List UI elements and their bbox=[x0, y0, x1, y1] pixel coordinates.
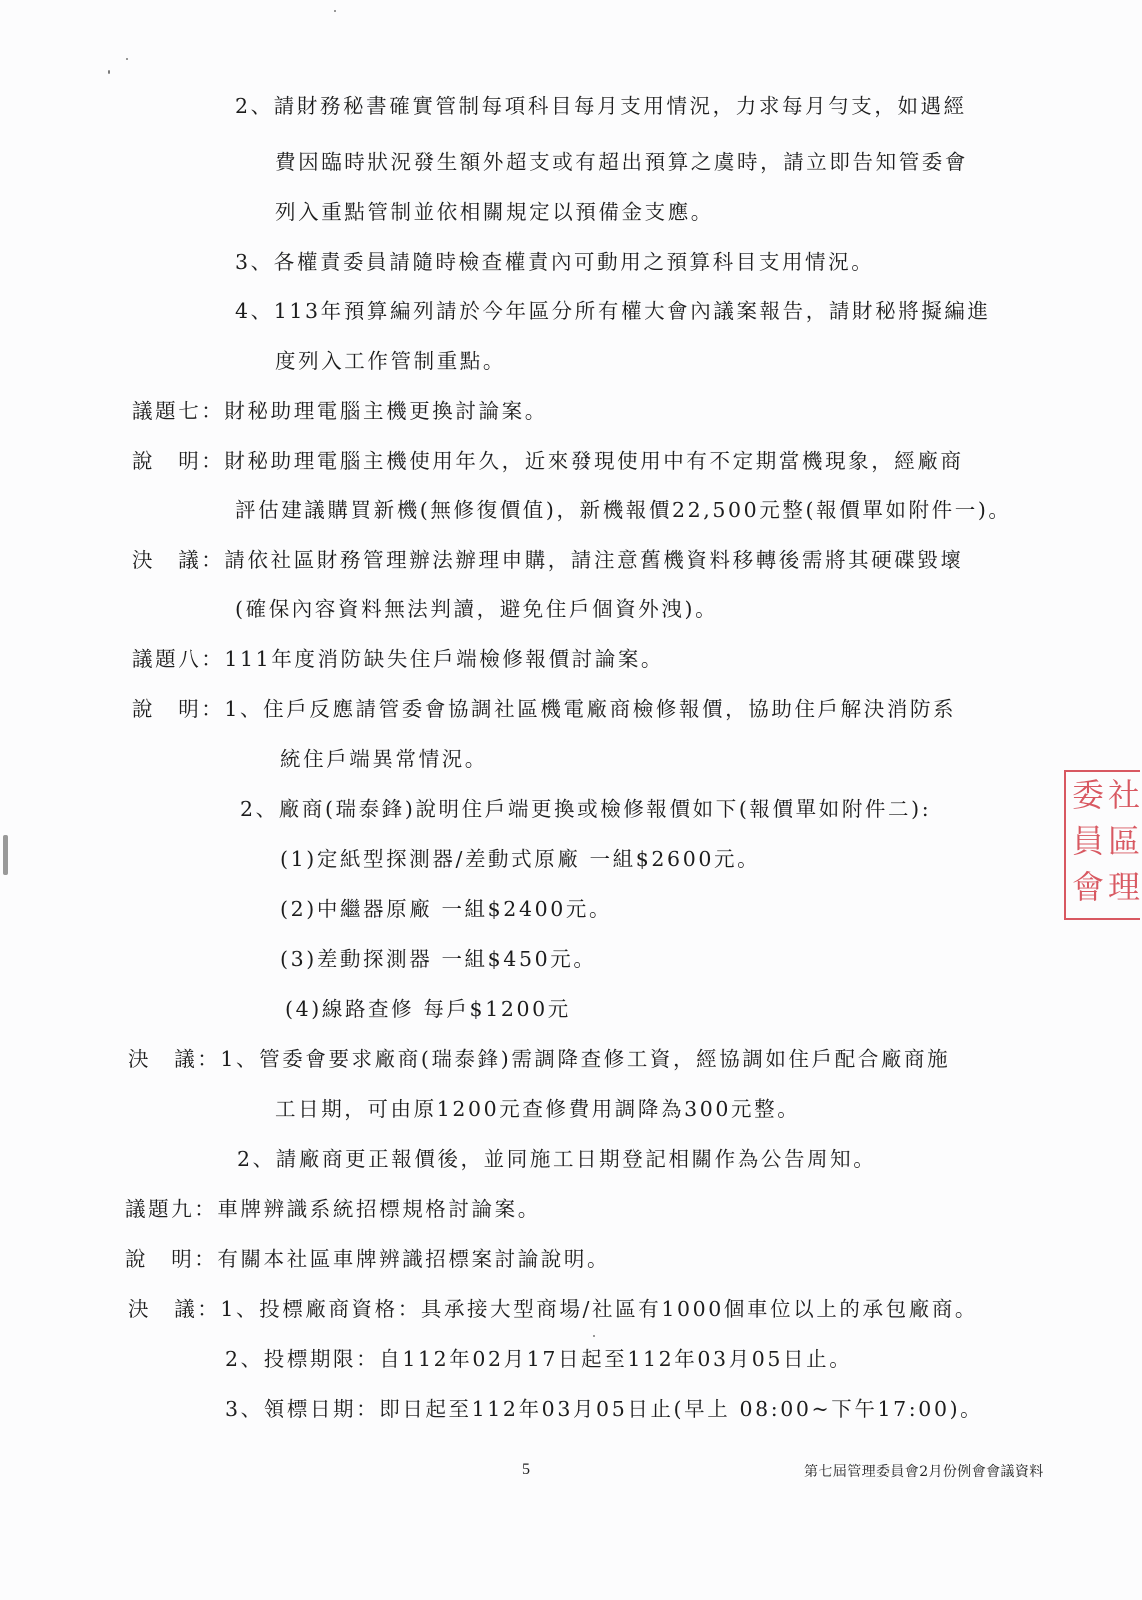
agenda-heading: 議題七：財秘助理電腦主機更換討論案。 bbox=[132, 399, 548, 423]
text-line: 2、請廠商更正報價後，並同施工日期登記相關作為公告周知。 bbox=[237, 1147, 877, 1171]
seal-char: 理 bbox=[1108, 868, 1141, 906]
footer-title: 第七屆管理委員會2月份例會會議資料 bbox=[804, 1464, 1044, 1480]
agenda-heading: 議題八：111年度消防缺失住戶端檢修報價討論案。 bbox=[132, 647, 665, 671]
text-line: 決 議：請依社區財務管理辦法辦理申購，請注意舊機資料移轉後需將其硬碟毀壞 bbox=[132, 548, 964, 572]
text-line: 決 議：1、投標廠商資格：具承接大型商場/社區有1000個車位以上的承包廠商。 bbox=[128, 1297, 979, 1321]
text-line: 列入重點管制並依相關規定以預備金支應。 bbox=[275, 200, 714, 224]
text-line: 2、投標期限：自112年02月17日起至112年03月05日止。 bbox=[225, 1347, 853, 1371]
text-line: (3)差動探測器 一組$450元。 bbox=[280, 947, 597, 971]
text-line: 統住戶端異常情況。 bbox=[280, 747, 488, 771]
committee-seal bbox=[1064, 770, 1140, 920]
text-line: 2、請財務秘書確實管制每項科目每月支用情況，力求每月勻支，如遇經 bbox=[235, 94, 967, 118]
text-line: 費因臨時狀況發生額外超支或有超出預算之虞時，請立即告知管委會 bbox=[275, 150, 968, 174]
text-line: 說 明：1、住戶反應請管委會協調社區機電廠商檢修報價，協助住戶解決消防系 bbox=[132, 697, 957, 721]
seal-char: 會 bbox=[1072, 868, 1105, 906]
text-line: (4)線路查修 每戶$1200元 bbox=[285, 997, 571, 1021]
text-line: 3、領標日期：即日起至112年03月05日止(早上 08:00~下午17:00)。 bbox=[225, 1397, 984, 1421]
text-line: 評估建議購買新機(無修復價值)，新機報價22,500元整(報價單如附件一)。 bbox=[235, 498, 1012, 522]
seal-char: 委 bbox=[1072, 776, 1105, 814]
seal-char: 員 bbox=[1072, 822, 1105, 860]
text-line: (2)中繼器原廠 一組$2400元。 bbox=[280, 897, 613, 921]
scan-speck bbox=[126, 58, 128, 60]
text-line: 工日期，可由原1200元查修費用調降為300元整。 bbox=[275, 1097, 801, 1121]
agenda-heading: 議題九：車牌辨識系統招標規格討論案。 bbox=[125, 1197, 541, 1221]
scan-speck bbox=[593, 1335, 595, 1337]
text-line: 3、各權責委員請隨時檢查權責內可動用之預算科目支用情況。 bbox=[235, 250, 875, 274]
text-line: (1)定紙型探測器/差動式原廠 一組$2600元。 bbox=[280, 847, 761, 871]
text-line: 說 明：財秘助理電腦主機使用年久，近來發現使用中有不定期當機現象，經廠商 bbox=[132, 449, 964, 473]
page-number: 5 bbox=[522, 1461, 530, 1478]
text-line: 4、113年預算編列請於今年區分所有權大會內議案報告，請財秘將擬編進 bbox=[235, 299, 991, 323]
seal-char: 社 bbox=[1108, 776, 1141, 814]
scan-speck bbox=[3, 835, 8, 875]
scan-speck bbox=[108, 70, 110, 74]
text-line: 度列入工作管制重點。 bbox=[275, 349, 506, 373]
text-line: 決 議：1、管委會要求廠商(瑞泰鋒)需調降查修工資，經協調如住戶配合廠商施 bbox=[128, 1047, 951, 1071]
text-line: (確保內容資料無法判讀，避免住戶個資外洩)。 bbox=[235, 597, 719, 621]
scan-speck bbox=[334, 10, 336, 12]
text-line: 說 明：有關本社區車牌辨識招標案討論說明。 bbox=[125, 1247, 611, 1271]
seal-char: 區 bbox=[1108, 822, 1141, 860]
text-line: 2、廠商(瑞泰鋒)說明住戶端更換或檢修報價如下(報價單如附件二): bbox=[240, 797, 932, 821]
